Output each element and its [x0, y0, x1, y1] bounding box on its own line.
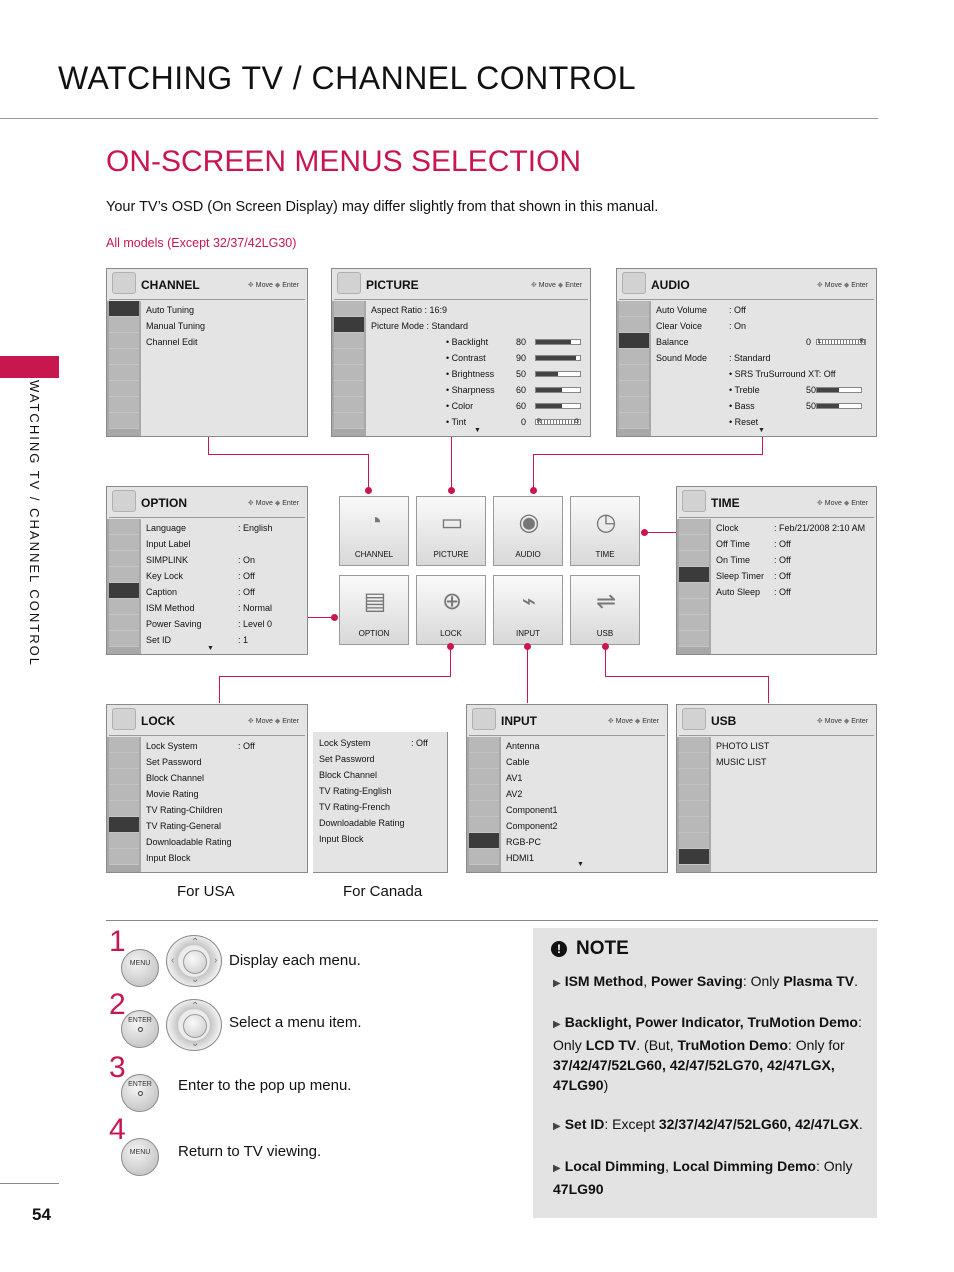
menu-row: Auto Tuning — [146, 305, 195, 315]
menu-icon-column — [677, 519, 711, 654]
note-item: ▶ Local Dimming, Local Dimming Demo: Only 47LG90 — [553, 1158, 853, 1197]
cable-plug-icon — [472, 708, 496, 730]
speaker-icon — [622, 272, 646, 294]
menu-row: TV Rating-English — [319, 786, 392, 796]
menu-row: • Contrast 90 — [371, 350, 584, 366]
side-section-label: WATCHING TV / CHANNEL CONTROL — [27, 380, 42, 667]
channel-dish-icon — [112, 272, 136, 294]
menu-icon-column — [107, 737, 141, 872]
page-header-title: WATCHING TV / CHANNEL CONTROL — [58, 60, 637, 96]
level-bar — [535, 339, 581, 345]
note-box — [533, 928, 877, 1218]
option-menu — [106, 486, 308, 655]
hub-channel[interactable]: ◔ CHANNEL — [339, 496, 409, 566]
hub-option[interactable]: ▤ OPTION — [339, 575, 409, 645]
menu-row: Key Lock : Off — [146, 571, 255, 581]
menu-icon-column — [677, 737, 711, 872]
move-enter-hint: ✥ Move ◆ Enter — [816, 500, 868, 507]
cable-plug-icon: ⌁ — [521, 587, 537, 615]
menu-row: TV Rating-French — [319, 802, 391, 812]
hub-picture[interactable]: ▭ PICTURE — [416, 496, 486, 566]
menu-row: Input Label — [146, 539, 191, 549]
hub-time[interactable]: ◷ TIME — [570, 496, 640, 566]
hub-audio[interactable]: ◉ AUDIO — [493, 496, 563, 566]
menu-title: OPTION — [141, 496, 188, 510]
level-bar — [816, 403, 862, 409]
input-menu — [466, 704, 668, 873]
time-menu — [676, 486, 877, 655]
scroll-down-icon: ▼ — [577, 861, 584, 868]
tint-bar: R G — [537, 419, 579, 425]
menu-row: Off Time : Off — [716, 539, 791, 549]
menu-row: Lock System : Off — [319, 738, 428, 748]
toolbox-icon: ▤ — [363, 587, 387, 615]
hub-lock[interactable]: ⊕ LOCK — [416, 575, 486, 645]
menu-icon-column — [617, 301, 651, 436]
menu-row: AV2 — [506, 789, 523, 799]
menu-button: MENU — [121, 1138, 159, 1176]
page-number: 54 — [32, 1205, 51, 1224]
balance-bar: L R — [818, 339, 864, 345]
step-number: 3 — [109, 1051, 126, 1084]
menu-row: Movie Rating — [146, 789, 199, 799]
speaker-icon: ◉ — [518, 508, 540, 536]
menu-row: • Color 60 — [371, 398, 584, 414]
intro-text: Your TV’s OSD (On Screen Display) may differ slightly from that shown in this manual. — [106, 199, 659, 215]
models-note: All models (Except 32/37/42LG30) — [106, 236, 297, 250]
menu-row: • Sharpness 60 — [371, 382, 584, 398]
lock-menu-usa — [106, 704, 308, 873]
scroll-down-icon: ▼ — [474, 427, 481, 434]
clock-icon: ◷ — [595, 508, 617, 536]
menu-row: Antenna — [506, 741, 540, 751]
toolbox-icon — [112, 490, 136, 512]
menu-row: • Reset — [729, 417, 759, 427]
menu-row: Auto Volume : Off — [656, 305, 746, 315]
step-text: Enter to the pop up menu. — [178, 1077, 352, 1094]
menu-title: PICTURE — [366, 278, 419, 292]
usb-plug-icon — [682, 708, 706, 730]
menu-row: Downloadable Rating — [146, 837, 232, 847]
move-enter-hint: ✥ Move ◆ Enter — [247, 718, 299, 725]
menu-title: AUDIO — [651, 278, 690, 292]
step-number: 4 — [109, 1113, 126, 1146]
menu-icon-column — [332, 301, 366, 436]
menu-row: Set Password — [146, 757, 202, 767]
menu-row: SIMPLINK : On — [146, 555, 256, 565]
step-text: Display each menu. — [229, 952, 361, 969]
menu-button: MENU — [121, 949, 159, 987]
menu-row: Sleep Timer : Off — [716, 571, 791, 581]
menu-row: Component1 — [506, 805, 558, 815]
exclamation-icon: ! — [551, 941, 567, 957]
satellite-dish-icon: ◔ — [367, 508, 383, 535]
menu-row: TV Rating-General — [146, 821, 222, 831]
hub-input[interactable]: ⌁ INPUT — [493, 575, 563, 645]
menu-title: CHANNEL — [141, 278, 200, 292]
menu-row: • SRS TruSurround XT: Off — [729, 369, 836, 379]
menu-title: TIME — [711, 496, 740, 510]
menu-row: RGB-PC — [506, 837, 542, 847]
menu-row: Lock System : Off — [146, 741, 255, 751]
usb-menu — [676, 704, 877, 873]
tv-icon: ▭ — [440, 508, 464, 536]
menu-row: AV1 — [506, 773, 523, 783]
note-title: NOTE — [576, 938, 629, 959]
menu-row: Picture Mode : Standard — [371, 321, 469, 331]
scroll-down-icon: ▼ — [758, 427, 765, 434]
level-bar — [535, 387, 581, 393]
menu-icon-column — [467, 737, 501, 872]
menu-row: On Time : Off — [716, 555, 791, 565]
usb-plug-icon: ⇌ — [595, 587, 617, 615]
level-bar — [816, 387, 862, 393]
caption-usa: For USA — [177, 883, 235, 900]
menu-row: PHOTO LIST — [716, 741, 770, 751]
menu-row: Input Block — [146, 853, 191, 863]
move-enter-hint: ✥ Move ◆ Enter — [530, 282, 582, 289]
menu-row: Power Saving : Level 0 — [146, 619, 273, 629]
picture-menu — [331, 268, 591, 437]
menu-row: • Tint 0 R G — [446, 417, 579, 427]
level-bar — [535, 403, 581, 409]
menu-row: Language : English — [146, 523, 273, 533]
padlock-icon: ⊕ — [441, 587, 463, 615]
caption-canada: For Canada — [343, 883, 423, 900]
menu-row: • Treble 50 — [656, 382, 870, 398]
step-text: Return to TV viewing. — [178, 1143, 322, 1160]
note-item: ▶ ISM Method, Power Saving: Only Plasma TV. — [553, 973, 859, 989]
tv-screen-icon — [337, 272, 361, 294]
menu-row: • Bass 50 — [656, 398, 870, 414]
menu-row: Downloadable Rating — [319, 818, 405, 828]
menu-icon-column — [107, 301, 141, 436]
level-bar — [535, 355, 581, 361]
menu-row: Block Channel — [319, 770, 378, 780]
hub-usb[interactable]: ⇌ USB — [570, 575, 640, 645]
clock-icon — [682, 490, 706, 512]
level-bar — [535, 371, 581, 377]
menu-row: Auto Sleep : Off — [716, 587, 791, 597]
menu-row: Sound Mode : Standard — [656, 353, 771, 363]
steps-divider — [106, 920, 878, 921]
menu-row: Set ID : 1 — [146, 635, 249, 645]
menu-row: Manual Tuning — [146, 321, 206, 331]
menu-icon-column — [107, 519, 141, 654]
move-enter-hint: ✥ Move ◆ Enter — [247, 500, 299, 507]
note-item: ▶ Set ID: Except 32/37/42/47/52LG60, 42/47LGX. — [553, 1116, 863, 1132]
menu-row: HDMI1 — [506, 853, 535, 863]
move-enter-hint: ✥ Move ◆ Enter — [607, 718, 659, 725]
header-divider — [0, 118, 878, 119]
footer-divider — [0, 1183, 59, 1184]
menu-row: • Brightness 50 — [371, 366, 584, 382]
menu-row: Cable — [506, 757, 530, 767]
up-down-pad-icon: ⌃ ⌄ — [166, 999, 222, 1051]
menu-row: MUSIC LIST — [716, 757, 767, 767]
step-number: 1 — [109, 925, 126, 958]
menu-row: Set Password — [319, 754, 375, 764]
enter-button: ENTER — [121, 1074, 159, 1112]
menu-title: INPUT — [501, 714, 537, 728]
menu-row: Aspect Ratio : 16:9 — [371, 305, 448, 315]
menu-row: Clock : Feb/21/2008 2:10 AM — [716, 523, 866, 533]
navigation-pad-icon: ⌃ ⌄ ‹ › — [166, 935, 222, 987]
note-item: ▶ Backlight, Power Indicator, TruMotion Demo: Only LCD TV. (But, TruMotion Demo: Only for 37/42/47/52LG60, 42/47/52LG70, 42/47LGX, 47LG90) — [553, 1014, 862, 1093]
menu-row: Balance 0 L R — [656, 337, 864, 347]
move-enter-hint: ✥ Move ◆ Enter — [816, 282, 868, 289]
menu-row: Block Channel — [146, 773, 205, 783]
step-text: Select a menu item. — [229, 1014, 362, 1031]
audio-menu — [616, 268, 877, 437]
move-enter-hint: ✥ Move ◆ Enter — [247, 282, 299, 289]
section-title: ON-SCREEN MENUS SELECTION — [106, 145, 582, 178]
scroll-down-icon: ▼ — [207, 645, 214, 652]
menu-row: Clear Voice : On — [656, 321, 747, 331]
menu-row: TV Rating-Children — [146, 805, 223, 815]
padlock-icon — [112, 708, 136, 730]
menu-row: • Backlight 80 — [371, 334, 584, 350]
menu-title: USB — [711, 714, 737, 728]
menu-row: Component2 — [506, 821, 558, 831]
side-tab — [0, 356, 59, 378]
channel-menu — [106, 268, 308, 437]
enter-button: ENTER — [121, 1010, 159, 1048]
step-number: 2 — [109, 988, 126, 1021]
menu-row: Channel Edit — [146, 337, 198, 347]
menu-row: ISM Method : Normal — [146, 603, 273, 613]
menu-row: Caption : Off — [146, 587, 255, 597]
lock-menu-canada — [313, 732, 448, 873]
menu-title: LOCK — [141, 714, 175, 728]
move-enter-hint: ✥ Move ◆ Enter — [816, 718, 868, 725]
menu-row: Input Block — [319, 834, 364, 844]
